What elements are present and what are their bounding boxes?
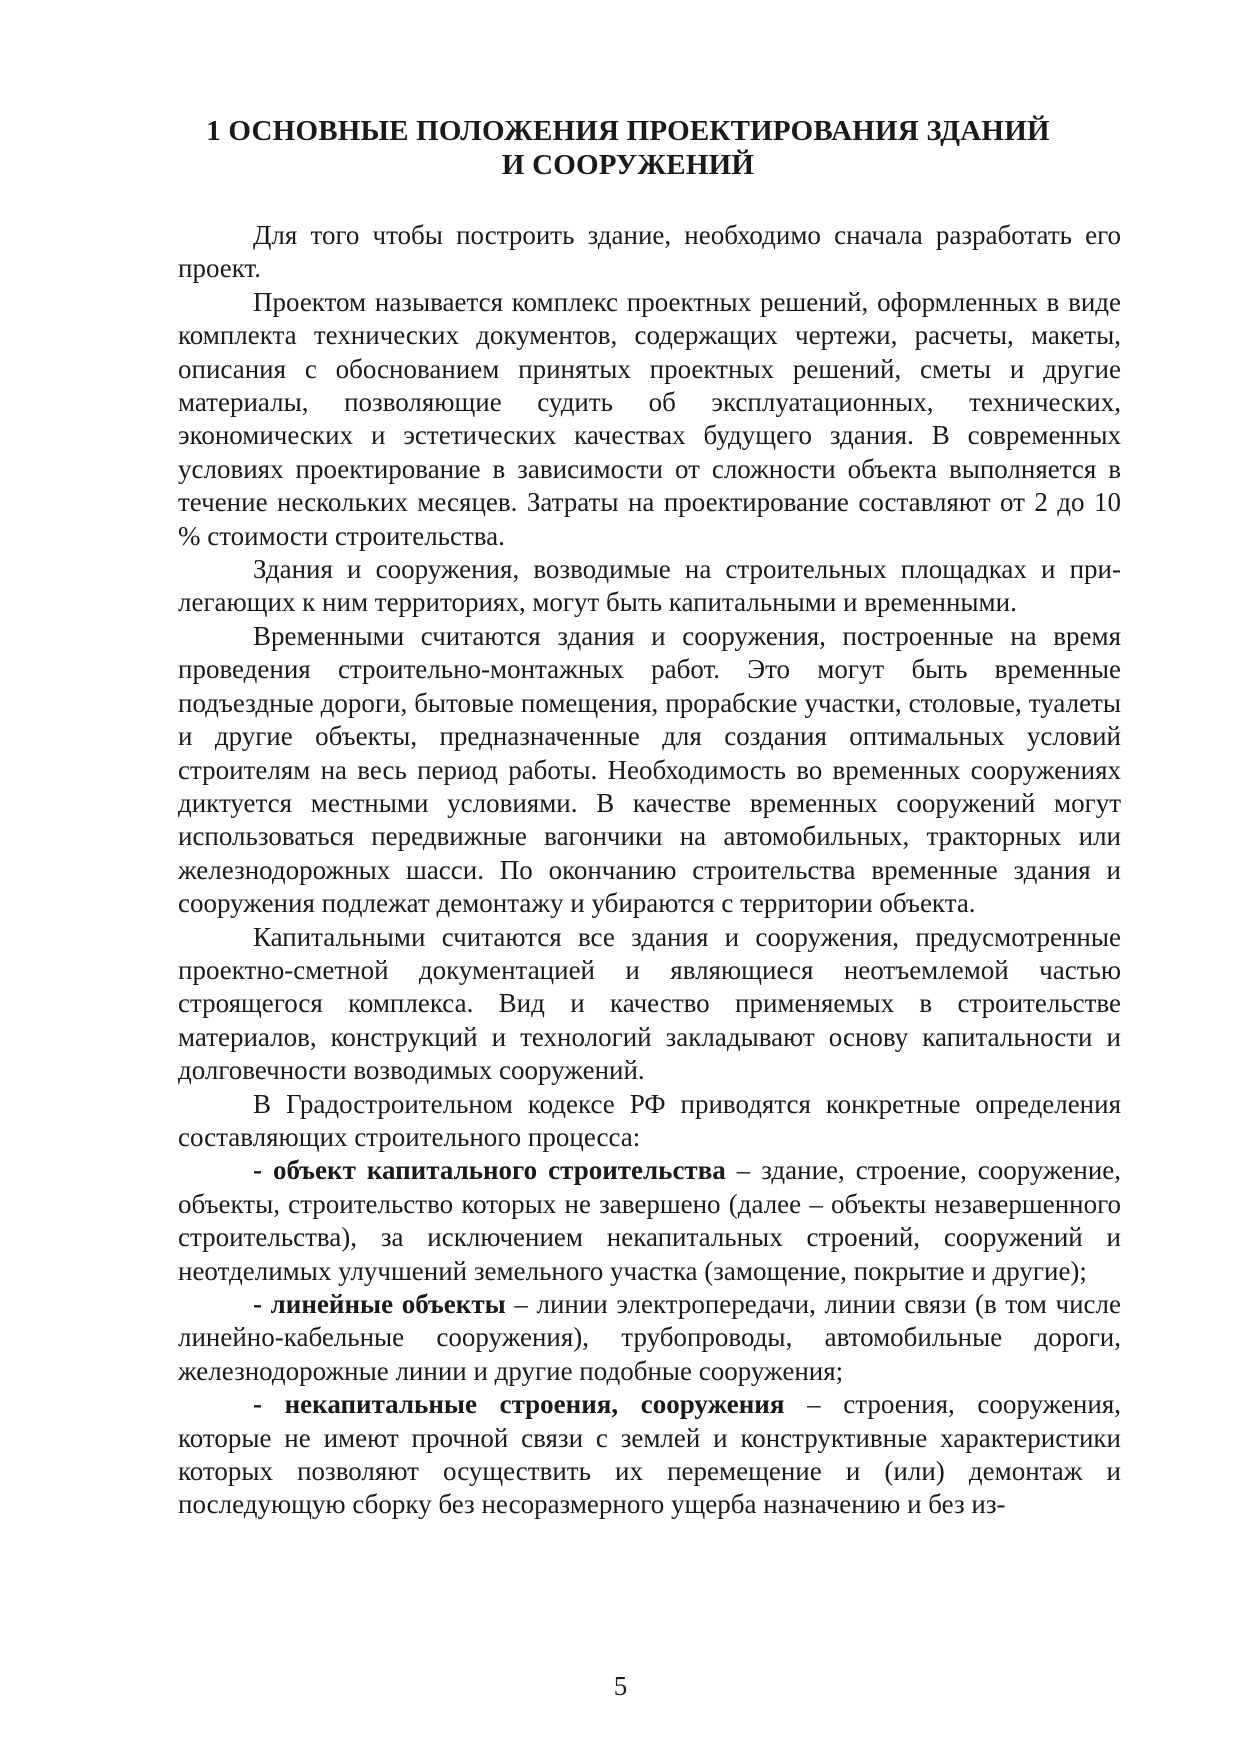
definition-item [178,1388,1121,1522]
paragraph: Для того чтобы построить здание, необходимо сначала разработать его проект. [178,220,1121,284]
paragraph: В Градостроительном кодексе РФ приводятся конкретные определения составляющих строительного процесса: [178,1088,1121,1152]
paragraph: Временными считаются здания и сооружения, построенные на время проведения строительно-монтажных работ. Это могут быть временные подъездные дороги, бытовые помещения, прорабские участки, столовые, туалеты и другие объекты, предназначенные для создания оптимальных условий строителям на весь период работы. Необходимость во временных сооружениях диктуется местными условиями. В качестве временных сооружений могут использоваться передвижные вагончики на автомобильных, тракторных или железнодорожных шасси. По окончанию строительства временные здания и сооружения подлежат демонтажу и убираются с территории объекта. [178,620,1121,919]
page-number: 5 [613,1671,628,1701]
definition-term: - объект капитального строительства [253,1155,726,1186]
paragraph: Капитальными считаются все здания и сооружения, предусмотренные проектно-сметной документацией и являющиеся неотъемлемой частью строящегося комплекса. Вид и качество применяемых в строительстве материалов, конструкций и технологий закладывают основу капитальности и долговечности возводимых сооружений. [178,921,1121,1086]
definition-item [178,1288,1121,1388]
body-text [178,219,1121,1522]
definition-text: – линии электропередачи, линии связи (в том числе линейно-кабельные сооружения), трубопроводы, автомобильные дороги, железнодорожные линии и другие подобные сооружения; [178,1289,1121,1386]
definition-term: - линейные объекты [253,1289,506,1319]
heading-line-1: 1 ОСНОВНЫЕ ПОЛОЖЕНИЯ ПРОЕКТИРОВАНИЯ ЗДАНИЙ [206,115,1050,147]
definition-term: - некапитальные строения, сооружения [253,1389,785,1420]
heading-line-2: И СООРУЖЕНИЙ [501,149,755,181]
section-heading [178,114,1078,182]
definition-item [178,1154,1121,1288]
definition-text: – здание, строение, сооружение, объекты, строительство которых не завершено (далее – объекты незавершенного строительства), за исключением некапитальных строений, сооружений и неотделимых улучшений земельного участка (замощение, покрытие и другие); [178,1155,1121,1286]
paragraph: Здания и сооружения, возводимые на строительных площадках и прилегающих к ним территориях, могут быть капитальными и временными. [178,554,1121,618]
definition-text: – строения, сооружения, которые не имеют прочной связи с землей и конструктивные характеристики которых позволяют осуществить их перемещение и (или) демонтаж и последующую сборку без несоразмерного ущерба назначению и без из- [178,1389,1121,1520]
paragraph: Проектом называется комплекс проектных решений, оформленных в виде комплекта технических документов, содержащих чертежи, расчеты, макеты, описания с обоснованием принятых проектных решений, сметы и другие материалы, позволяющие судить об эксплуатационных, технических, экономических и эстетических качествах будущего здания. В современных условиях проектирование в зависимости от сложности объекта выполняется в течение нескольких месяцев. Затраты на проектирование составляют от 2 до 10 % стоимости строительства. [178,286,1121,551]
